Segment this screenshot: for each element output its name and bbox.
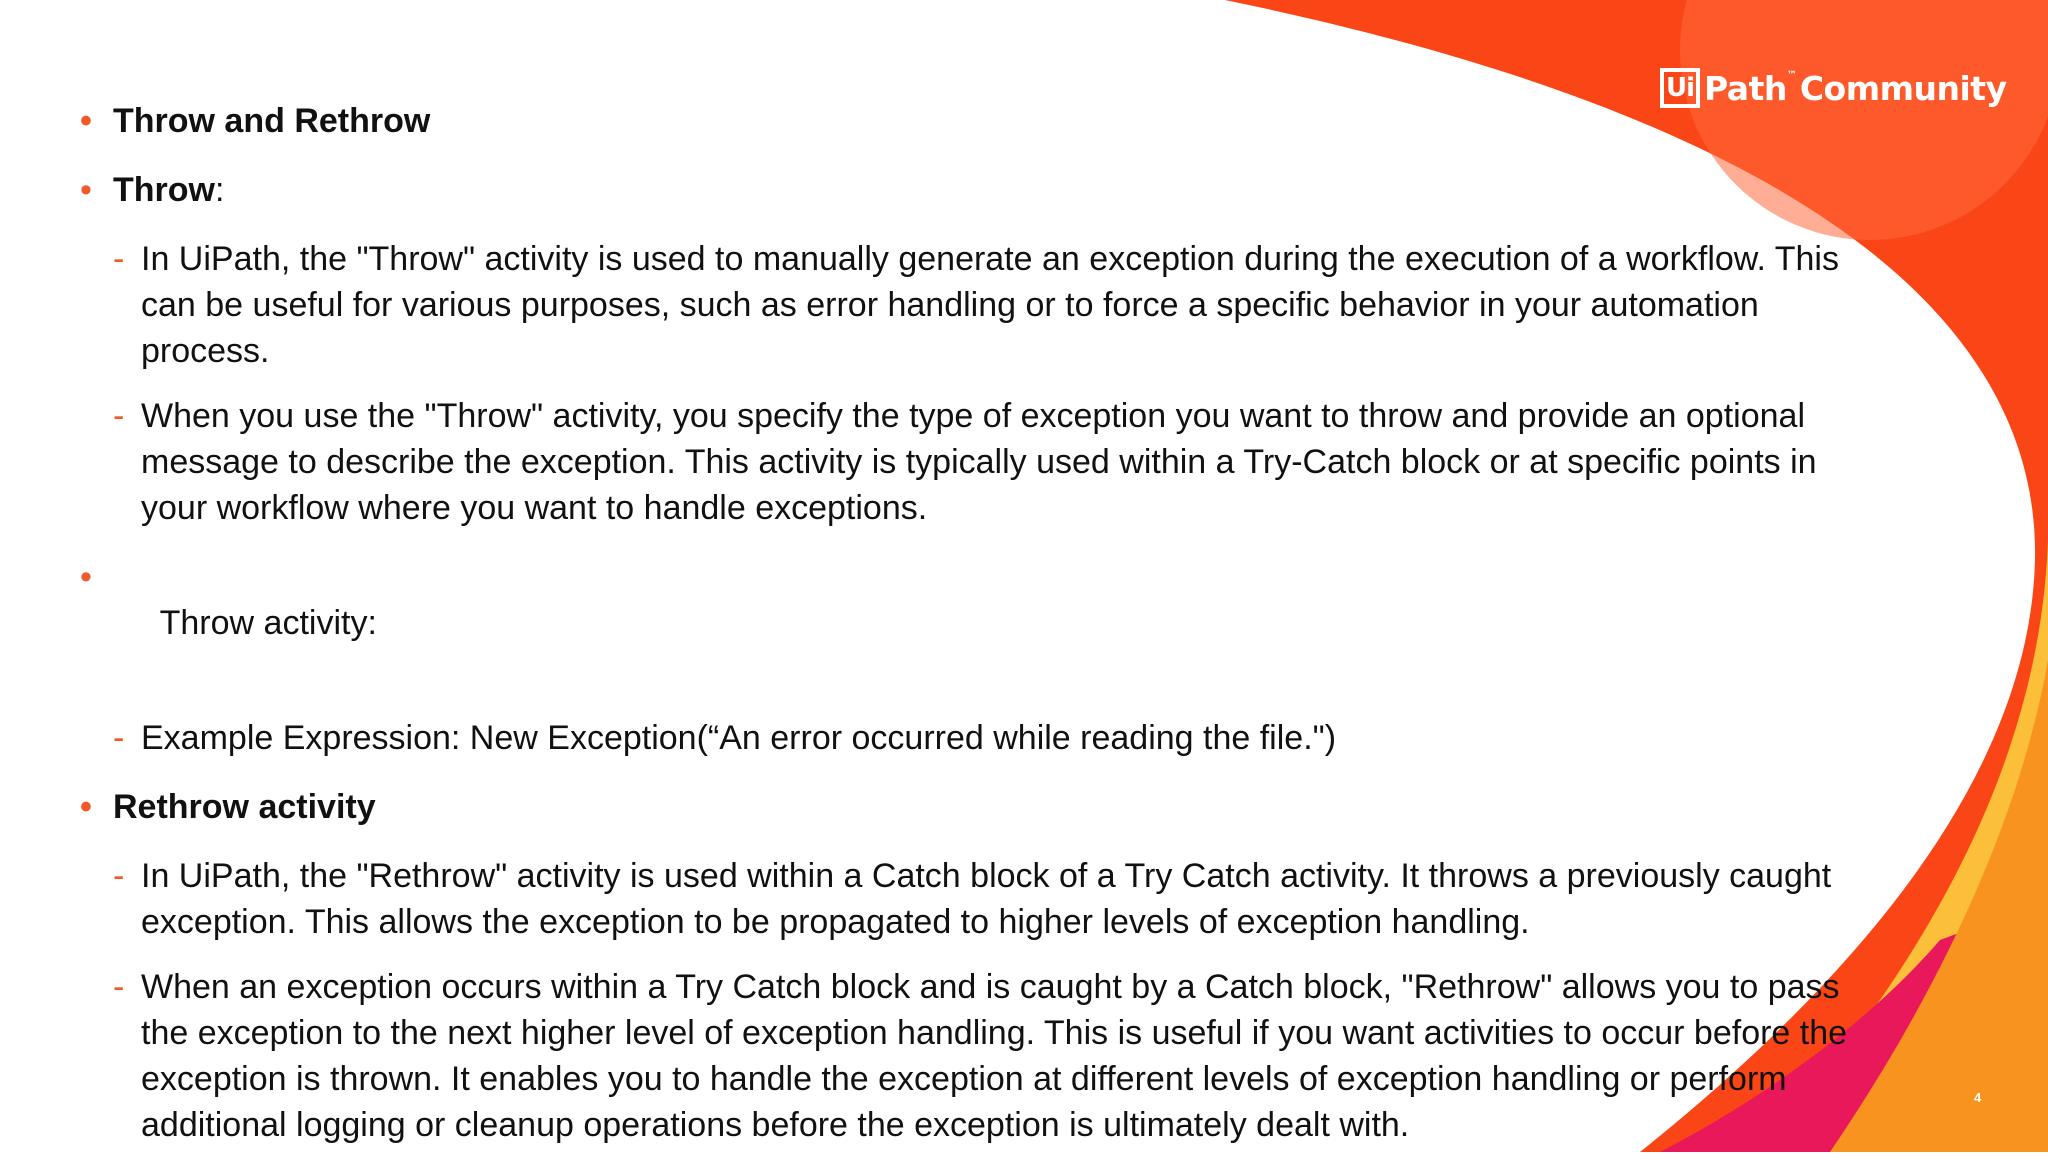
rethrow-heading: Rethrow activity xyxy=(113,788,376,826)
throw-activity-heading: Throw activity: xyxy=(150,604,377,642)
throw-point-2: - When you use the "Throw" activity, you specify the type of exception you want to throw and provide an optional message to describe the exception. This activity is typically used within a Try-Catch block or at specific points in your workflow where you want to handle exceptions. xyxy=(113,393,1860,531)
logo-community-word: Community xyxy=(1799,68,2007,108)
bullet-throw xyxy=(80,167,1860,213)
throw-point-1: - In UiPath, the "Throw" activity is used to manually generate an exception during the execution of a workflow. This can be useful for various purposes, such as error handling or to force a specific behavior in your automation process. xyxy=(113,236,1860,374)
throw-heading-colon: : xyxy=(214,171,225,209)
throw-activity-point-1: - Example Expression: New Exception(“An error occurred while reading the file.") xyxy=(113,715,1860,761)
uipath-community-logo xyxy=(1660,62,2007,114)
rethrow-point-2: - When an exception occurs within a Try Catch block and is caught by a Catch block, "Rethrow" allows you to pass the exception to the next higher level of exception handling. This is useful if you want activities to occur before the exception is thrown. It enables you to handle the exception at different levels of exception handling or perform additional logging or cleanup operations before the exception is ultimately dealt with. xyxy=(113,964,1860,1148)
slide-content xyxy=(80,98,1860,1167)
logo-ui-box: Ui xyxy=(1660,68,1700,108)
section-title: Throw and Rethrow xyxy=(113,102,431,140)
throw-heading: Throw xyxy=(113,171,215,209)
logo-trademark: ™ xyxy=(1786,70,1797,81)
logo-path-word: Path xyxy=(1704,68,1787,108)
page-number: 4 xyxy=(1974,1090,1982,1105)
bullet-rethrow xyxy=(80,784,1860,830)
bullet-throw-activity xyxy=(80,554,1860,692)
rethrow-point-1: - In UiPath, the "Rethrow" activity is used within a Catch block of a Try Catch activity. It throws a previously caught exception. This allows the exception to be propagated to higher levels of exception handling. xyxy=(113,853,1860,945)
bullet-section-title xyxy=(80,98,1860,144)
